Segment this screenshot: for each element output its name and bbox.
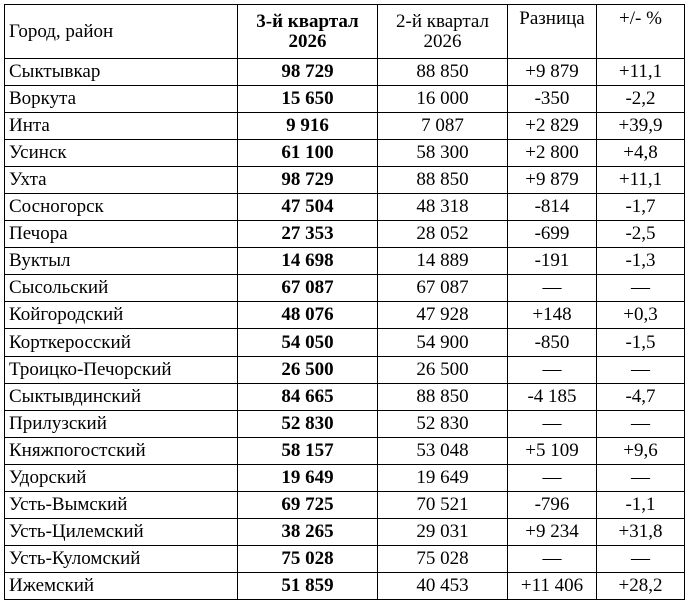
- cell-current-quarter: 52 830: [238, 410, 378, 437]
- cell-previous-quarter: 40 453: [378, 572, 508, 599]
- header-current-quarter: [238, 5, 378, 59]
- cell-difference: -699: [508, 221, 597, 248]
- table-row: [5, 329, 685, 356]
- table-row: [5, 464, 685, 491]
- cell-previous-quarter: 88 850: [378, 383, 508, 410]
- cell-previous-quarter: 88 850: [378, 59, 508, 86]
- cell-difference: +11 406: [508, 572, 597, 599]
- cell-previous-quarter: 29 031: [378, 518, 508, 545]
- cell-previous-quarter: 7 087: [378, 113, 508, 140]
- table-row: [5, 167, 685, 194]
- cell-percent-change: —: [597, 410, 685, 437]
- table-row: [5, 545, 685, 572]
- cell-previous-quarter: 14 889: [378, 248, 508, 275]
- cell-percent-change: —: [597, 545, 685, 572]
- cell-previous-quarter: 53 048: [378, 437, 508, 464]
- cell-current-quarter: 27 353: [238, 221, 378, 248]
- cell-percent-change: +11,1: [597, 59, 685, 86]
- cell-previous-quarter: 75 028: [378, 545, 508, 572]
- header-previous-quarter-line2: 2026: [423, 30, 462, 52]
- table-row: [5, 59, 685, 86]
- header-percent-change: +/- %: [597, 5, 685, 59]
- cell-current-quarter: 84 665: [238, 383, 378, 410]
- cell-city: Прилузский: [5, 410, 238, 437]
- cell-current-quarter: 9 916: [238, 113, 378, 140]
- cell-previous-quarter: 28 052: [378, 221, 508, 248]
- cell-percent-change: -2,5: [597, 221, 685, 248]
- table-row: [5, 437, 685, 464]
- cell-difference: +9 879: [508, 167, 597, 194]
- cell-city: Воркута: [5, 86, 238, 113]
- table-row: [5, 302, 685, 329]
- table-row: [5, 86, 685, 113]
- table-row: [5, 275, 685, 302]
- cell-difference: —: [508, 464, 597, 491]
- cell-percent-change: -4,7: [597, 383, 685, 410]
- cell-percent-change: —: [597, 356, 685, 383]
- cell-current-quarter: 38 265: [238, 518, 378, 545]
- cell-difference: -850: [508, 329, 597, 356]
- cell-difference: -350: [508, 86, 597, 113]
- cell-city: Троицко-Печорский: [5, 356, 238, 383]
- cell-city: Усть-Цилемский: [5, 518, 238, 545]
- table-row: [5, 140, 685, 167]
- table-row: [5, 491, 685, 518]
- comparison-table: [4, 4, 685, 600]
- cell-previous-quarter: 47 928: [378, 302, 508, 329]
- header-previous-quarter: [378, 5, 508, 59]
- cell-previous-quarter: 26 500: [378, 356, 508, 383]
- cell-previous-quarter: 70 521: [378, 491, 508, 518]
- cell-percent-change: +39,9: [597, 113, 685, 140]
- cell-city: Усть-Куломский: [5, 545, 238, 572]
- cell-city: Усть-Вымский: [5, 491, 238, 518]
- cell-current-quarter: 47 504: [238, 194, 378, 221]
- cell-previous-quarter: 67 087: [378, 275, 508, 302]
- cell-percent-change: -1,1: [597, 491, 685, 518]
- cell-percent-change: -1,7: [597, 194, 685, 221]
- header-current-quarter-line2: 2026: [288, 30, 327, 52]
- cell-current-quarter: 54 050: [238, 329, 378, 356]
- cell-current-quarter: 67 087: [238, 275, 378, 302]
- cell-city: Сыктывкар: [5, 59, 238, 86]
- cell-difference: +9 879: [508, 59, 597, 86]
- cell-percent-change: +9,6: [597, 437, 685, 464]
- table-row: [5, 113, 685, 140]
- header-difference: Разница: [508, 5, 597, 59]
- cell-percent-change: +4,8: [597, 140, 685, 167]
- cell-previous-quarter: 19 649: [378, 464, 508, 491]
- cell-difference: —: [508, 356, 597, 383]
- cell-percent-change: +28,2: [597, 572, 685, 599]
- cell-current-quarter: 69 725: [238, 491, 378, 518]
- cell-difference: -814: [508, 194, 597, 221]
- cell-percent-change: -2,2: [597, 86, 685, 113]
- cell-difference: +148: [508, 302, 597, 329]
- table-row: [5, 383, 685, 410]
- header-previous-quarter-line1: 2-й квартал: [396, 10, 489, 32]
- table-row: [5, 518, 685, 545]
- cell-city: Усинск: [5, 140, 238, 167]
- cell-percent-change: +31,8: [597, 518, 685, 545]
- cell-current-quarter: 61 100: [238, 140, 378, 167]
- cell-difference: -191: [508, 248, 597, 275]
- cell-current-quarter: 15 650: [238, 86, 378, 113]
- cell-city: Сысольский: [5, 275, 238, 302]
- cell-percent-change: —: [597, 464, 685, 491]
- cell-percent-change: +0,3: [597, 302, 685, 329]
- cell-difference: -4 185: [508, 383, 597, 410]
- header-city: Город, район: [5, 5, 238, 59]
- cell-city: Печора: [5, 221, 238, 248]
- cell-current-quarter: 51 859: [238, 572, 378, 599]
- cell-city: Ухта: [5, 167, 238, 194]
- cell-previous-quarter: 52 830: [378, 410, 508, 437]
- cell-city: Койгородский: [5, 302, 238, 329]
- cell-previous-quarter: 54 900: [378, 329, 508, 356]
- cell-percent-change: -1,3: [597, 248, 685, 275]
- cell-difference: -796: [508, 491, 597, 518]
- cell-city: Ижемский: [5, 572, 238, 599]
- cell-previous-quarter: 88 850: [378, 167, 508, 194]
- cell-city: Княжпогостский: [5, 437, 238, 464]
- cell-difference: +2 829: [508, 113, 597, 140]
- cell-difference: —: [508, 545, 597, 572]
- table-row: [5, 248, 685, 275]
- cell-current-quarter: 98 729: [238, 167, 378, 194]
- table-header: [5, 5, 685, 59]
- cell-percent-change: +11,1: [597, 167, 685, 194]
- header-current-quarter-line1: 3-й квартал: [256, 10, 359, 32]
- cell-current-quarter: 26 500: [238, 356, 378, 383]
- cell-city: Корткеросский: [5, 329, 238, 356]
- cell-current-quarter: 19 649: [238, 464, 378, 491]
- cell-difference: —: [508, 275, 597, 302]
- cell-previous-quarter: 16 000: [378, 86, 508, 113]
- table-row: [5, 572, 685, 599]
- cell-city: Удорский: [5, 464, 238, 491]
- table-row: [5, 194, 685, 221]
- cell-difference: —: [508, 410, 597, 437]
- cell-current-quarter: 75 028: [238, 545, 378, 572]
- cell-difference: +5 109: [508, 437, 597, 464]
- cell-city: Сыктывдинский: [5, 383, 238, 410]
- cell-current-quarter: 58 157: [238, 437, 378, 464]
- cell-percent-change: -1,5: [597, 329, 685, 356]
- cell-previous-quarter: 58 300: [378, 140, 508, 167]
- cell-difference: +9 234: [508, 518, 597, 545]
- cell-current-quarter: 14 698: [238, 248, 378, 275]
- cell-difference: +2 800: [508, 140, 597, 167]
- header-row: [5, 5, 685, 59]
- cell-city: Инта: [5, 113, 238, 140]
- cell-current-quarter: 48 076: [238, 302, 378, 329]
- cell-percent-change: —: [597, 275, 685, 302]
- cell-previous-quarter: 48 318: [378, 194, 508, 221]
- table-row: [5, 356, 685, 383]
- table-row: [5, 221, 685, 248]
- table-row: [5, 410, 685, 437]
- table-body: [5, 59, 685, 600]
- cell-city: Сосногорск: [5, 194, 238, 221]
- cell-current-quarter: 98 729: [238, 59, 378, 86]
- cell-city: Вуктыл: [5, 248, 238, 275]
